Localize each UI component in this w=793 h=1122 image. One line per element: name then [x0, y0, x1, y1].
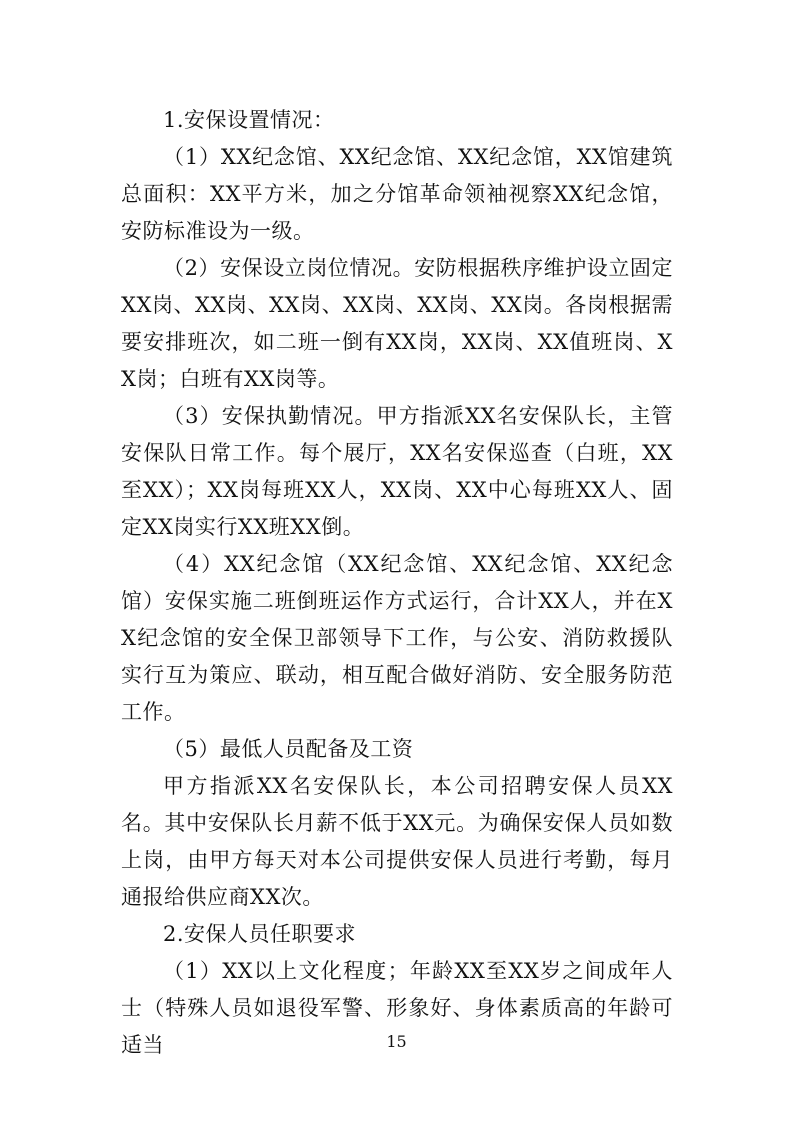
paragraph-item-2: （2）安保设立岗位情况。安防根据秩序维护设立固定XX岗、XX岗、XX岗、XX岗、XX岗、XX岗。各岗根据需要安排班次，如二班一倒有XX岗，XX岗、XX值班岗、XX岗；白班有XX岗等。: [121, 256, 673, 391]
paragraph-item-3: （3）安保执勤情况。甲方指派XX名安保队长，主管安保队日常工作。每个展厅，XX名安保巡查（白班，XX至XX）；XX岗每班XX人，XX岗、XX中心每班XX人、固定XX岗实行XX班XX倒。: [121, 404, 673, 539]
paragraph-item-1: （1）XX纪念馆、XX纪念馆、XX纪念馆，XX馆建筑总面积：XX平方米，加之分馆革命领袖视察XX纪念馆，安防标准设为一级。: [121, 145, 673, 243]
paragraph-requirement-1: （1）XX以上文化程度；年龄XX至XX岁之间成年人士（特殊人员如退役军警、形象好、身体素质高的年龄可适当: [121, 959, 673, 1057]
paragraph-section-2-heading: 2.安保人员任职要求: [163, 922, 357, 946]
document-body: [121, 102, 673, 1064]
paragraph-section-1-heading: 1.安保设置情况：: [163, 108, 335, 132]
paragraph-item-4: （4）XX纪念馆（XX纪念馆、XX纪念馆、XX纪念馆）安保实施二班倒班运作方式运行，合计XX人，并在XX纪念馆的安全保卫部领导下工作，与公安、消防救援队实行互为策应、联动，相互配合做好消防、安全服务防范工作。: [121, 552, 673, 724]
paragraph-item-5-heading: （5）最低人员配备及工资: [163, 737, 414, 761]
paragraph-item-5-body: 甲方指派XX名安保队长，本公司招聘安保人员XX名。其中安保队长月薪不低于XX元。为确保安保人员如数上岗，由甲方每天对本公司提供安保人员进行考勤，每月通报给供应商XX次。: [121, 774, 673, 909]
page-number: 15: [386, 1032, 407, 1051]
